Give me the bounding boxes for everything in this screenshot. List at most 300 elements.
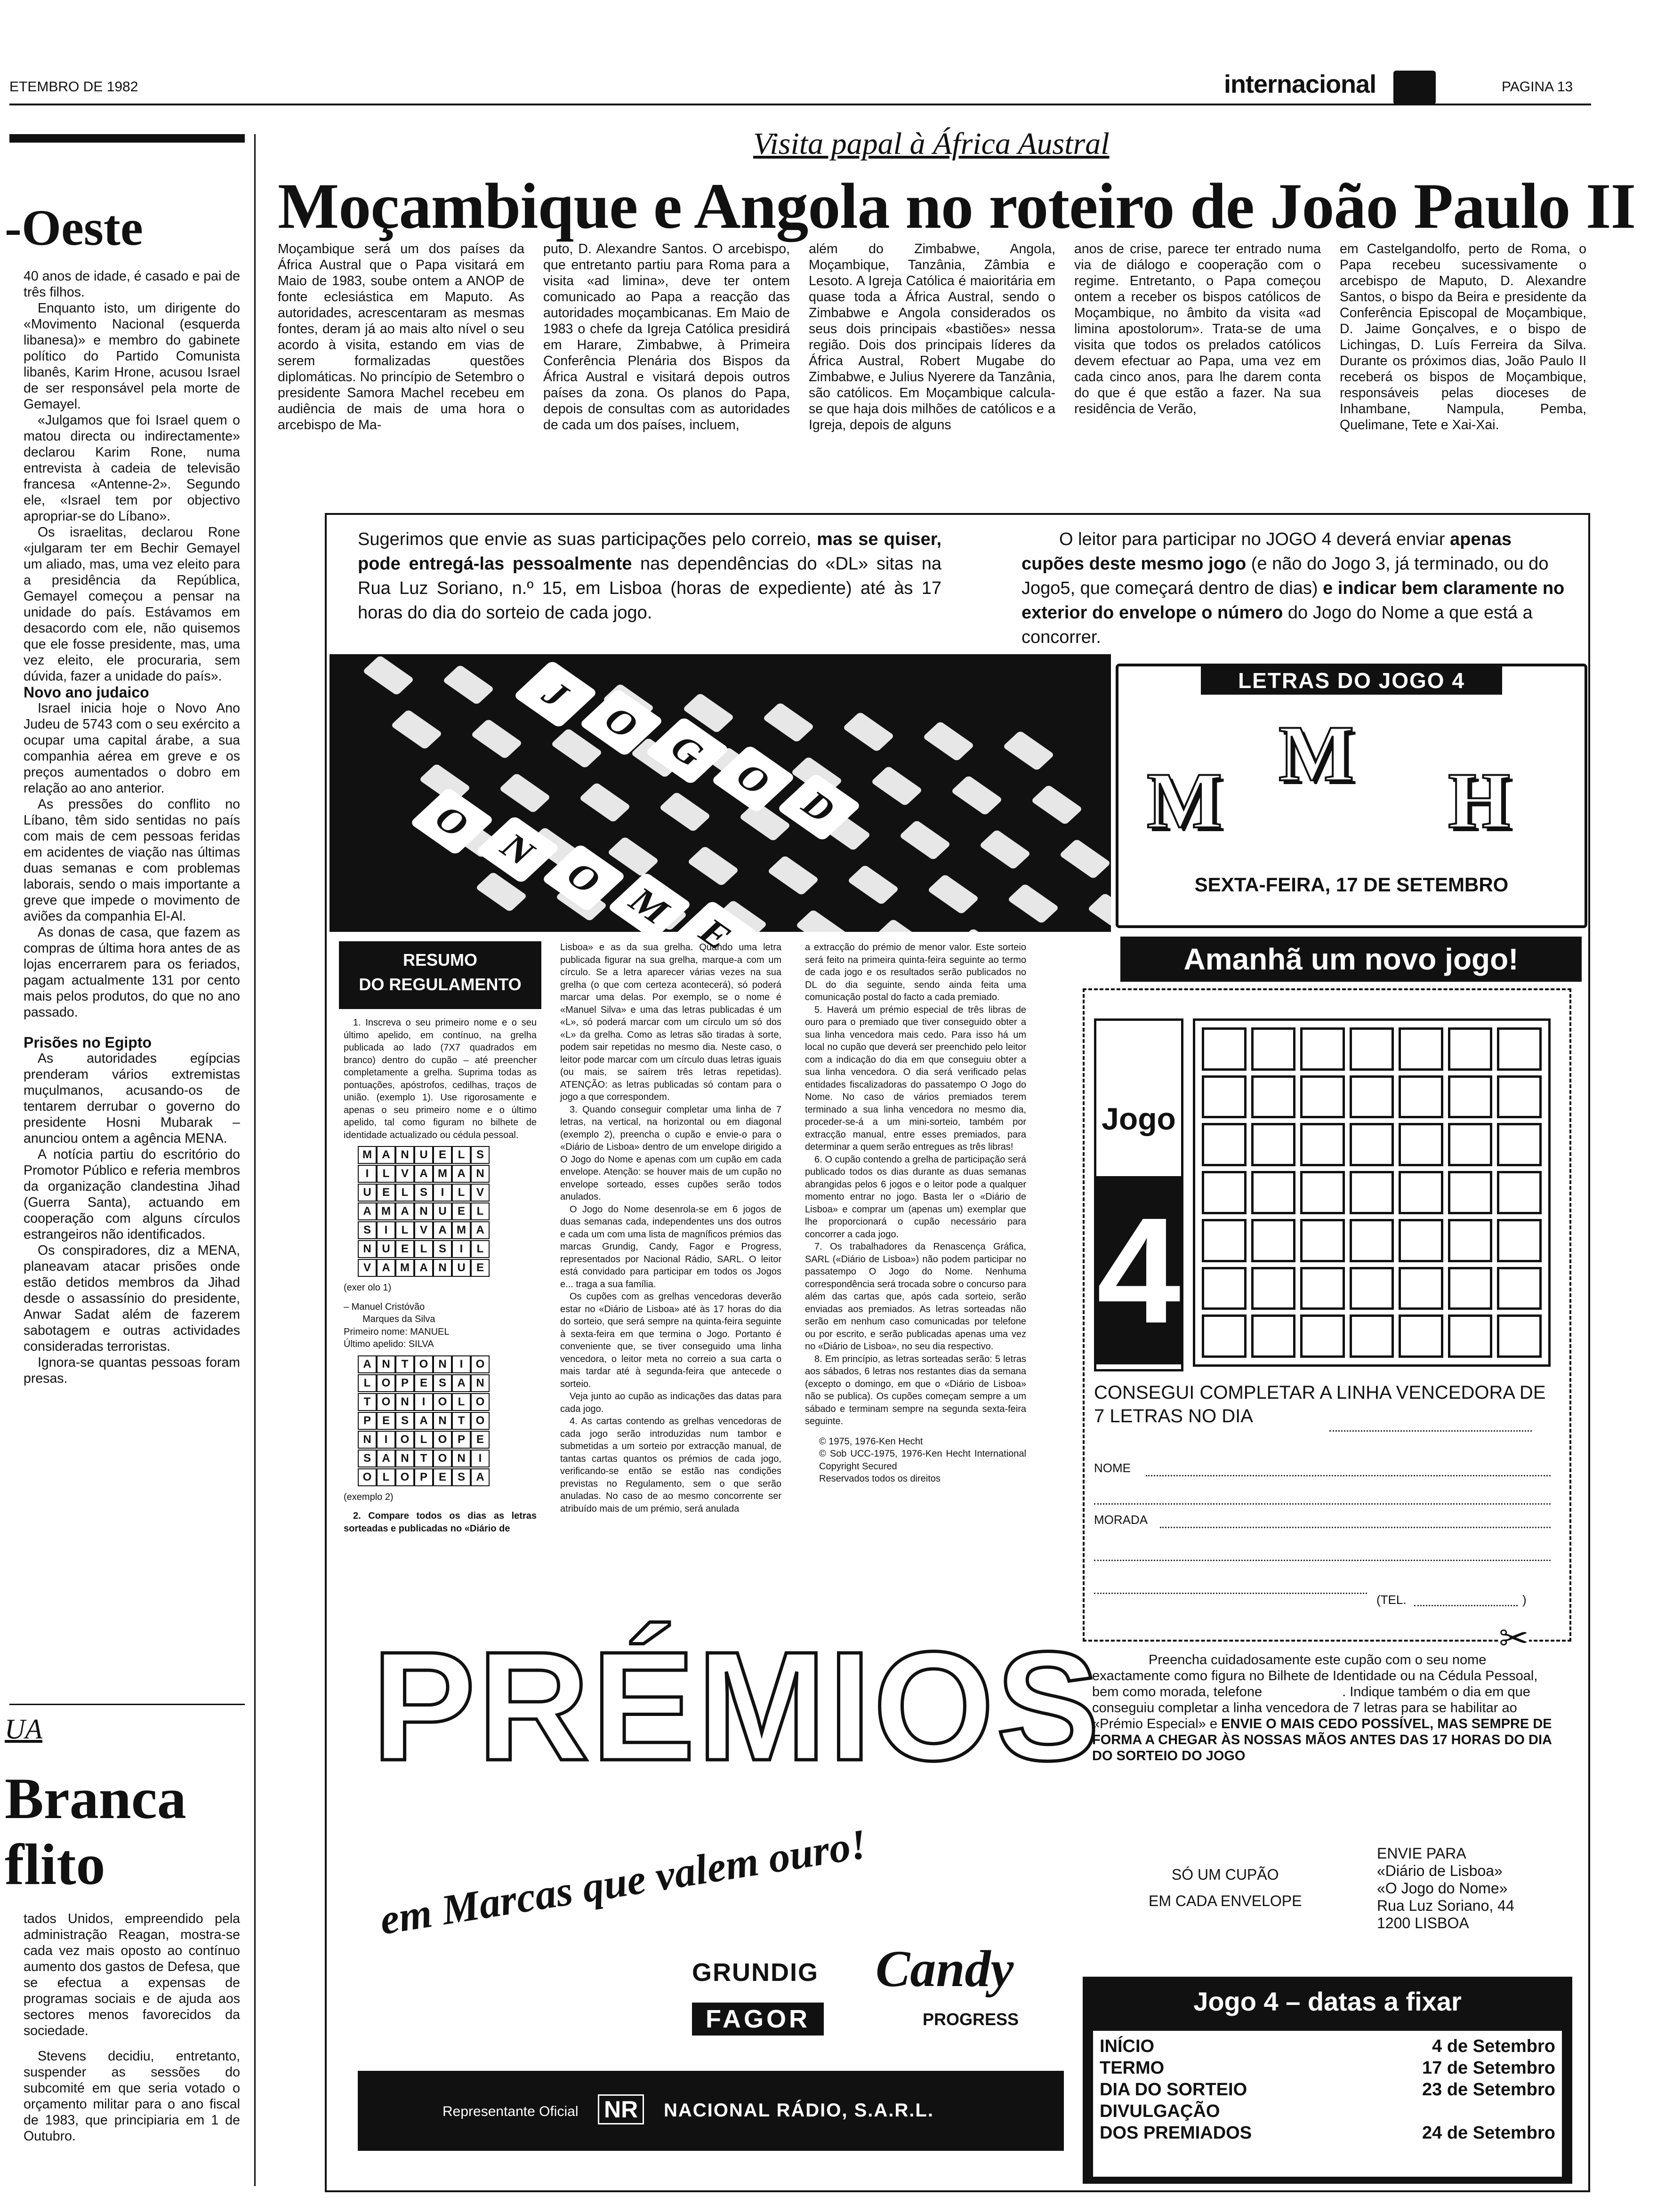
- grid-cell: A: [452, 1374, 471, 1392]
- logo-letter-tile: G: [645, 716, 730, 785]
- coupon-cell[interactable]: [1497, 1075, 1542, 1119]
- example-1-line: Marques da Silva: [362, 1314, 435, 1324]
- grid-cell: U: [377, 1240, 395, 1258]
- section-logo: [1393, 71, 1436, 104]
- morada-field[interactable]: [1160, 1513, 1551, 1528]
- grid-cell: O: [471, 1393, 490, 1411]
- datas-label: DOS PREMIADOS: [1100, 2123, 1252, 2143]
- grid-cell: T: [452, 1412, 471, 1430]
- grid-cell: S: [433, 1240, 452, 1258]
- ad-intro-left: [358, 527, 941, 625]
- article-column: anos de crise, parece ter entrado numa via de diálogo e cooperação com o regime. Entretanto, o Papa começou ontem a receber os bispos católicos de Moçambique, no âmbito da visita «ad limina apostolorum». Trata-se de uma visita que todos os prelados católicos devem efectuar ao Papa, uma vez em cada cinco anos, para lhe darem conta do que é que estão a fazer. Na sua residência de Verão,: [1074, 241, 1321, 417]
- grid-cell: T: [395, 1355, 414, 1373]
- left-paragraph: Ignora-se quantas pessoas foram presas.: [24, 1355, 240, 1386]
- jogo-number: 4: [1097, 1186, 1181, 1354]
- brand-grundig: GRUNDIG: [692, 1958, 819, 1987]
- jogo-do-nome-logo: [330, 654, 1111, 955]
- resumo-title-1: RESUMO: [402, 950, 477, 970]
- datas-value: 24 de Setembro: [1422, 2123, 1555, 2143]
- grid-cell: N: [433, 1412, 452, 1430]
- datas-row: [1100, 2079, 1555, 2100]
- grid-cell: S: [395, 1412, 414, 1430]
- grid-cell: N: [358, 1240, 377, 1258]
- article-column: Moçambique será um dos países da África Austral que o Papa visitará em Maio de 1983, soube ontem a ANOP de fonte eclesiástica em Maputo. As autoridades, acrescentaram as mesmas fontes, deram já ao mais alto nível o seu acordo à visita, estando em vias de serem formalizadas questões diplomáticas. No princípio de Setembro o presidente Samora Machel recebeu em audiência de mais de uma hora o arcebispo de Ma-: [278, 241, 524, 433]
- grid-cell: L: [395, 1221, 414, 1239]
- grid-cell: V: [471, 1184, 490, 1202]
- scissors-icon: ✂: [1499, 1619, 1529, 1659]
- header-date: ETEMBRO DE 1982: [9, 79, 138, 95]
- envie-line: ENVIE PARA: [1377, 1845, 1466, 1862]
- logo-letter-tile: O: [711, 745, 796, 813]
- grid-cell: P: [414, 1468, 433, 1486]
- letra-3: H: [1448, 756, 1511, 845]
- article-column: em Castelgandolfo, perto de Roma, o Papa recebeu sucessivamente o arcebispo de Maputo, D. Alexandre Santos, o bispo da Beira e presidente da Conferência Episcopal de Moçambique, D. Jaime Gonçalves, e o bispo de Lichingas, D. Luís Ferreira da Silva. Durante os próximos dias, João Paulo II receberá os bispos de Moçambique, responsáveis pelas dioceses de Inhambane, Nampula, Pemba, Quelimane, Tete e Xai-Xai.: [1340, 241, 1586, 433]
- coupon-cell[interactable]: [1251, 1171, 1296, 1214]
- logo-blank-tile: [390, 709, 442, 750]
- nome-field[interactable]: [1146, 1461, 1551, 1476]
- grid-cell: I: [414, 1393, 433, 1411]
- logo-blank-tile: [579, 782, 631, 823]
- reg-paragraph: 1. Inscreva o seu primeiro nome e o seu último apelido, em contínuo, na grelha publicada ao lado (7X7 quadrados em branco) dentro do cupão – até preencher completamente a grelha. Suprima todas as pontuações, apóstrofos, cedilhas, traços de união. (exemplo 1). Use rigorosamente e apenas o seu primeiro nome e o último apelido, tal como figuram no bilhete de identidade actualizado ou cédula pessoal.: [344, 1018, 537, 1140]
- envie-line: «O Jogo do Nome»: [1377, 1880, 1508, 1897]
- grid-cell: I: [433, 1184, 452, 1202]
- copyright-line: © Sob UCC-1975, 1976-Ken Hecht International Copyright Secured: [819, 1449, 1026, 1472]
- grid-cell: P: [358, 1412, 377, 1430]
- subheading-prisoes: Prisões no Egipto: [24, 1034, 152, 1051]
- coupon-cell[interactable]: [1399, 1027, 1443, 1071]
- grid-cell: I: [452, 1355, 471, 1373]
- grid-cell: S: [433, 1374, 452, 1392]
- left-paragraph: 40 anos de idade, é casado e pai de três filhos.: [24, 269, 240, 300]
- left-paragraph: tados Unidos, empreendido pela administração Reagan, mostra-se cada vez mais oposto ao contínuo aumento dos gastos de Defesa, que se efectua a expensas de programas sociais e de ajuda aos sectores menos favorecidos da sociedade.: [24, 1911, 240, 2038]
- coupon-cell[interactable]: [1448, 1123, 1493, 1166]
- coupon-cell[interactable]: [1497, 1123, 1542, 1166]
- grid-cell: L: [395, 1184, 414, 1202]
- so-um-1: SÓ UM CUPÃO: [1171, 1866, 1279, 1883]
- grid-cell: E: [414, 1374, 433, 1392]
- article-column: puto, D. Alexandre Santos. O arcebispo, que entretanto partiu para Roma para a visita «ad limina», deve ter ontem comunicado ao Papa a reacção das autoridades moçambicanas. Em Maio de 1983 o chefe da Igreja Católica presidirá em Harare, Zimbabwe, à Primeira Conferência Plenária dos Bispos da África Austral e visitará depois outros países da zona. Os planos do Papa, depois de consultas com as autoridades de cada um dos países, incluem,: [543, 241, 790, 433]
- grid-cell: A: [471, 1468, 490, 1486]
- coupon-cell[interactable]: [1350, 1219, 1394, 1262]
- grid-cell: M: [452, 1221, 471, 1239]
- coupon-cell[interactable]: [1448, 1314, 1493, 1358]
- example-2-caption: (exemplo 2): [344, 1491, 394, 1502]
- logo-blank-tile: [922, 721, 974, 761]
- coupon-cell[interactable]: [1399, 1314, 1443, 1358]
- representante-label: Representante Oficial: [442, 2104, 579, 2119]
- grid-cell: O: [358, 1468, 377, 1486]
- coupon-cell[interactable]: [1300, 1267, 1345, 1310]
- grid-cell: N: [395, 1450, 414, 1467]
- letras-box: [1116, 664, 1587, 928]
- coupon-cell[interactable]: [1202, 1027, 1247, 1071]
- resumo-header: [339, 941, 541, 1009]
- grid-cell: L: [452, 1146, 471, 1164]
- header-rule: [9, 104, 1591, 105]
- coupon-cell[interactable]: [1448, 1171, 1493, 1214]
- grid-cell: I: [452, 1240, 471, 1258]
- grid-cell: O: [471, 1355, 490, 1373]
- coupon-cell[interactable]: [1448, 1219, 1493, 1262]
- datas-box: [1083, 1977, 1572, 2184]
- grid-cell: A: [471, 1221, 490, 1239]
- grid-cell: M: [395, 1259, 414, 1277]
- logo-blank-tile: [1007, 883, 1059, 924]
- logo-blank-tile: [767, 855, 819, 896]
- grid-cell: I: [358, 1165, 377, 1183]
- intro-left-c: nas dependências do «DL» sitas na Rua Luz Soriano, n.º 15, em Lisboa (horas de expediente) até às 17 horas do dia do sorteio de cada jogo.: [358, 554, 941, 623]
- premios-headline: PRÉMIOS: [372, 1619, 1102, 1793]
- so-um-2: EM CADA ENVELOPE: [1149, 1892, 1302, 1909]
- grid-cell: I: [377, 1431, 395, 1449]
- regulamento-col-1: [344, 1017, 537, 1535]
- grid-cell: L: [452, 1393, 471, 1411]
- coupon-cell[interactable]: [1350, 1267, 1394, 1310]
- coupon-cell[interactable]: [1300, 1123, 1345, 1166]
- coupon-cell[interactable]: [1497, 1027, 1542, 1071]
- left-paragraph: Os conspiradores, diz a MENA, planeavam atacar prisões onde estão detidos membros da Jihad desde o assassínio do presidente, Anwar Sadat além de fazerem sabotagem e outras actividades consideradas terroristas.: [24, 1243, 240, 1354]
- coupon-cell[interactable]: [1497, 1314, 1542, 1358]
- coupon-cell[interactable]: [1399, 1075, 1443, 1119]
- coupon-cell[interactable]: [1202, 1219, 1247, 1262]
- datas-label: DIA DO SORTEIO: [1100, 2080, 1247, 2100]
- subheading-novo-ano: Novo ano judaico: [24, 684, 149, 701]
- grid-cell: N: [395, 1393, 414, 1411]
- grid-cell: U: [358, 1184, 377, 1202]
- preencha-1: Preencha cuidadosamente este cupão com o seu nome exactamente como figura no Bilhete de Identidade ou na Cédula Pessoal, bem como morada, telefone: [1092, 1652, 1538, 1699]
- left-paragraph: Os israelitas, declarou Rone «julgaram ter em Bechir Gemayel um aliado, mas, uma vez eleito para a presidência da República, Gemayel começou a pensar na unidade do país. Estávamos em desacordo com ele, não quisemos que ele fosse presidente, mas, uma vez eleito, ele procuraria, sem dúvida, fazer a unidade do país».: [24, 525, 240, 684]
- left-story: [24, 268, 240, 1387]
- logo-blank-tile: [362, 655, 414, 696]
- grid-cell: A: [414, 1165, 433, 1183]
- jogo-number-box: [1096, 1176, 1181, 1364]
- reg-paragraph: 6. O cupão contendo a grelha de participação será publicado todos os dias durante as duas semanas abrangidas pelos 6 jogos e o leitor pode a qualquer momento entrar no jogo. Basta ler o «Diário de Lisboa» e comprar um (apenas um) exemplar que lhe proporcionará o cupão necessário para concorrer a cada jogo.: [805, 1154, 1026, 1240]
- logo-blank-tile: [1030, 785, 1083, 825]
- intro-right-d: e indicar bem claramente no exterior do envelope o número: [1022, 578, 1565, 623]
- grid-cell: M: [358, 1146, 377, 1164]
- grid-cell: N: [433, 1259, 452, 1277]
- grid-cell: E: [433, 1146, 452, 1164]
- grid-cell: A: [433, 1221, 452, 1239]
- coupon-cell[interactable]: [1202, 1314, 1247, 1358]
- coupon-cell[interactable]: [1350, 1075, 1394, 1119]
- logo-blank-tile: [687, 846, 739, 886]
- letra-1: M: [1147, 756, 1223, 845]
- grid-cell: N: [377, 1355, 395, 1373]
- coupon-cell[interactable]: [1399, 1123, 1443, 1166]
- intro-right-b: apenas cupões deste mesmo jogo: [1022, 529, 1512, 574]
- grid-cell: U: [414, 1146, 433, 1164]
- coupon-cell[interactable]: [1350, 1027, 1394, 1071]
- example-grid-1: [358, 1146, 537, 1277]
- intro-left-b: mas se quiser, pode entregá-las pessoalmente: [358, 529, 942, 574]
- left-column-rule: [254, 134, 256, 2186]
- logo-blank-tile: [927, 874, 979, 914]
- grid-cell: L: [377, 1468, 395, 1486]
- tel-close: ): [1522, 1593, 1527, 1607]
- grid-cell: N: [395, 1146, 414, 1164]
- coupon-cell[interactable]: [1497, 1267, 1542, 1310]
- article-headline: Moçambique e Angola no roteiro de João Paulo II: [278, 170, 1636, 242]
- grid-cell: L: [358, 1374, 377, 1392]
- coupon-cell[interactable]: [1202, 1267, 1247, 1310]
- logo-letter-tile: N: [475, 815, 561, 884]
- jogo-label: Jogo: [1102, 1101, 1176, 1136]
- article-kicker: Visita papal à África Austral: [753, 127, 1110, 161]
- grid-cell: N: [471, 1374, 490, 1392]
- logo-blank-tile: [870, 766, 923, 806]
- grid-cell: E: [395, 1240, 414, 1258]
- grid-cell: U: [433, 1202, 452, 1220]
- grid-cell: M: [377, 1202, 395, 1220]
- logo-blank-tile: [950, 775, 1003, 816]
- logo-blank-tile: [1002, 730, 1054, 771]
- grid-cell: N: [358, 1431, 377, 1449]
- envie-line: 1200 LISBOA: [1377, 1915, 1469, 1931]
- left-headline-2b: flito: [5, 1832, 105, 1897]
- intro-right-c: (e não do Jogo 3, já terminado, ou do Jogo5, que começará dentro de dias): [1022, 554, 1549, 598]
- datas-row: [1100, 2036, 1555, 2057]
- grid-cell: U: [452, 1259, 471, 1277]
- logo-letter-tile: O: [541, 843, 627, 912]
- morada-field-2[interactable]: [1094, 1546, 1551, 1561]
- left-top-bar: [9, 134, 245, 143]
- coupon-cell[interactable]: [1300, 1219, 1345, 1262]
- logo-blank-tile: [847, 865, 899, 905]
- grid-cell: S: [414, 1184, 433, 1202]
- grid-cell: O: [433, 1450, 452, 1467]
- morada-field-3[interactable]: [1094, 1579, 1367, 1594]
- logo-blank-tile: [499, 773, 551, 813]
- grid-cell: L: [377, 1165, 395, 1183]
- grid-cell: A: [414, 1412, 433, 1430]
- copyright-line: Reservados todos os direitos: [819, 1474, 941, 1484]
- intro-right-a: O leitor para participar no JOGO 4 deverá enviar: [1059, 529, 1450, 549]
- datas-value: 4 de Setembro: [1432, 2036, 1555, 2056]
- grid-cell: E: [433, 1468, 452, 1486]
- reg-paragraph: a extracção do prémio de menor valor. Este sorteio será feito na primeira quinta-feira seguinte ao termo de cada jogo e os resultados serão publicados no DL do dia seguinte, sendo ainda feita uma comunicação postal do facto a cada premiado.: [805, 942, 1026, 1002]
- coupon-cell[interactable]: [1497, 1219, 1542, 1262]
- amanha-banner: Amanhã um novo jogo!: [1120, 937, 1582, 982]
- grid-cell: A: [452, 1165, 471, 1183]
- logo-blank-tile: [979, 829, 1031, 870]
- left-paragraph: Stevens decidiu, entretanto, suspender as sessões do subcomité em que seria votado o orçamento militar para o ano fiscal de 1983, que principiaria em 1 de Outubro.: [24, 2049, 240, 2144]
- letra-2: M: [1279, 709, 1354, 798]
- example-1-line: Primeiro nome: MANUEL: [344, 1326, 450, 1337]
- regulamento-col-3: [805, 941, 1026, 1485]
- datas-label: INÍCIO: [1100, 2036, 1155, 2056]
- coupon-cell[interactable]: [1251, 1314, 1296, 1358]
- grid-cell: N: [414, 1202, 433, 1220]
- grid-cell: V: [395, 1165, 414, 1183]
- coupon-cell[interactable]: [1399, 1267, 1443, 1310]
- preencha-text: [1092, 1652, 1558, 1764]
- coupon-cell[interactable]: [1448, 1267, 1493, 1310]
- grid-cell: A: [377, 1146, 395, 1164]
- logo-letter-tile: J: [513, 660, 598, 729]
- copyright-line: © 1975, 1976-Ken Hecht: [819, 1436, 923, 1447]
- coupon-cell[interactable]: [1350, 1314, 1394, 1358]
- coupon-cell[interactable]: [1202, 1123, 1247, 1166]
- reg-paragraph: 3. Quando conseguir completar uma linha de 7 letras, na vertical, na horizontal ou em diagonal (exemplo 2), preencha o cupão e envie-o para o «Diário de Lisboa» dentro de um envelope dirigido a O Jogo do Nome e apenas com um cupão em cada envelope. Atenção: se houver mais de um cupão no envelope sorteado, esses cupões serão todos anulados.: [560, 1104, 781, 1202]
- datas-row: [1100, 2057, 1555, 2079]
- grid-cell: S: [358, 1450, 377, 1467]
- grid-cell: O: [377, 1374, 395, 1392]
- nacional-radio: NACIONAL RÁDIO, S.A.R.L.: [664, 2100, 934, 2121]
- preencha-2: . Indique também o dia em que conseguiu completar a linha vencedora de 7 letras para se habilitar ao «Prémio Especial» e: [1092, 1684, 1530, 1731]
- marcas-tagline: em Marcas que valem ouro!: [377, 1820, 870, 1944]
- grid-cell: I: [377, 1221, 395, 1239]
- logo-blank-tile: [470, 719, 523, 759]
- envie-address: [1377, 1845, 1514, 1932]
- coupon[interactable]: [1083, 988, 1571, 1659]
- left-kicker-2: UA: [5, 1714, 42, 1745]
- left-paragraph: Enquanto isto, um dirigente do «Movimento Nacional (esquerda libanesa)» e membro do gabinete político do Partido Comunista libanês, Karim Hrone, acusou Israel de ser responsável pela morte de Gemayel.: [24, 301, 240, 412]
- grid-cell: O: [471, 1412, 490, 1430]
- left-story-2: [24, 1911, 240, 2144]
- coupon-cell[interactable]: [1251, 1027, 1296, 1071]
- coupon-cell[interactable]: [1251, 1123, 1296, 1166]
- logo-blank-tile: [762, 702, 814, 743]
- coupon-cell[interactable]: [1251, 1219, 1296, 1262]
- section-name: internacional: [1224, 70, 1376, 98]
- grid-cell: L: [414, 1431, 433, 1449]
- brand-candy: Candy: [876, 1940, 1014, 1997]
- preencha-3: ENVIE O MAIS CEDO POSSÍVEL, MAS SEMPRE DE FORMA A CHEGAR ÀS NOSSAS MÃOS ANTES DAS 17 HORAS DO DIA DO SORTEIO DO JOGO: [1092, 1716, 1552, 1763]
- grid-cell: N: [452, 1450, 471, 1467]
- coupon-cell[interactable]: [1300, 1027, 1345, 1071]
- grid-cell: S: [358, 1221, 377, 1239]
- logo-letter-tile: D: [777, 773, 862, 842]
- grid-cell: N: [433, 1355, 452, 1373]
- coupon-cell[interactable]: [1202, 1075, 1247, 1119]
- intro-right-e: do Jogo do Nome a que está a concorrer.: [1022, 603, 1533, 647]
- grid-cell: E: [377, 1184, 395, 1202]
- grid-cell: A: [377, 1450, 395, 1467]
- grid-cell: E: [452, 1202, 471, 1220]
- example-1-caption: (exer olo 1): [344, 1282, 392, 1293]
- letras-date: SEXTA-FEIRA, 17 DE SETEMBRO: [1194, 874, 1509, 896]
- grid-cell: A: [358, 1355, 377, 1373]
- datas-value: 23 de Setembro: [1422, 2080, 1555, 2100]
- datas-value: 17 de Setembro: [1422, 2058, 1555, 2078]
- resumo-title-2: DO REGULAMENTO: [359, 975, 522, 994]
- reg-paragraph: 8. Em princípio, as letras sorteadas serão: 5 letras aos sábados, 6 letras nos restantes dias da semana (excepto o domingo, em que o «Diário de Lisboa» não se publica). Os cupões começam sempre a um sábado e terminam sempre na segunda sexta-feira seguinte.: [805, 1354, 1026, 1427]
- coupon-cell[interactable]: [1497, 1171, 1542, 1214]
- grid-cell: O: [377, 1393, 395, 1411]
- representante-bar: [358, 2071, 1064, 2151]
- grid-cell: L: [414, 1240, 433, 1258]
- coupon-cell[interactable]: [1300, 1171, 1345, 1214]
- ad-intro-right: [1022, 527, 1568, 649]
- logo-blank-tile: [842, 712, 894, 752]
- coupon-cell[interactable]: [1251, 1267, 1296, 1310]
- grid-cell: E: [377, 1412, 395, 1430]
- grid-cell: T: [414, 1450, 433, 1467]
- letras-title: LETRAS DO JOGO 4: [1201, 666, 1502, 695]
- datas-title: Jogo 4 – datas a fixar: [1193, 1987, 1462, 2016]
- envie-line: Rua Luz Soriano, 44: [1377, 1897, 1514, 1914]
- datas-row: [1100, 2100, 1555, 2122]
- coupon-cell[interactable]: [1350, 1123, 1394, 1166]
- grid-cell: N: [471, 1165, 490, 1183]
- logo-letter-tile: O: [410, 787, 495, 856]
- logo-letter-tile: E: [673, 900, 758, 969]
- left-divider: [9, 1704, 245, 1705]
- grid-cell: T: [358, 1393, 377, 1411]
- grid-cell: O: [395, 1468, 414, 1486]
- grid-cell: L: [471, 1202, 490, 1220]
- tel-label: (TEL.: [1376, 1593, 1407, 1607]
- coupon-cell[interactable]: [1350, 1171, 1394, 1214]
- grid-cell: P: [452, 1431, 471, 1449]
- grid-cell: P: [395, 1374, 414, 1392]
- logo-blank-tile: [442, 665, 494, 705]
- jogo-panel: [1094, 1018, 1183, 1371]
- datas-row: [1100, 2122, 1555, 2144]
- grid-cell: O: [395, 1431, 414, 1449]
- coupon-grid[interactable]: [1193, 1018, 1551, 1367]
- consegui-date-line[interactable]: [1329, 1416, 1532, 1432]
- logo-blank-tile: [1059, 839, 1111, 879]
- left-headline-2a: Branca: [5, 1766, 186, 1831]
- left-headline: -Oeste: [5, 200, 143, 256]
- nome-field-2[interactable]: [1094, 1489, 1551, 1505]
- coupon-cell[interactable]: [1300, 1314, 1345, 1358]
- left-paragraph: «Julgamos que foi Israel quem o matou directa ou indirectamente» declarou Karim Rone, numa entrevista à cadeia de televisão francesa «Antenne-2». Segundo ele, «Israel tem por objectivo apropriar-se do Líbano».: [24, 413, 240, 524]
- grid-cell: O: [414, 1355, 433, 1373]
- reg-paragraph: 7. Os trabalhadores da Renascença Gráfica, SARL («Diário de Lisboa») não podem participar no passatempo O Jogo do Nome. Nenhuma correspondência será trocada sobre o concurso para além das cartas que, após cada sorteio, serão enviadas aos premiados. As letras sorteadas não serão em nenhum caso comunicadas por telefone ou por escrito, e serão publicadas apenas uma vez no «Diário de Lisboa», no seu dia respectivo.: [805, 1242, 1026, 1352]
- grid-cell: V: [414, 1221, 433, 1239]
- tel-field[interactable]: [1414, 1593, 1518, 1606]
- so-um-cupao: [1149, 1861, 1302, 1914]
- coupon-cell[interactable]: [1202, 1171, 1247, 1214]
- coupon-cell[interactable]: [1251, 1075, 1296, 1119]
- brand-fagor: FAGOR: [692, 2003, 824, 2036]
- grid-cell: A: [395, 1202, 414, 1220]
- grid-cell: M: [433, 1165, 452, 1183]
- grid-cell: L: [452, 1184, 471, 1202]
- article-column: além do Zimbabwe, Angola, Moçambique, Tanzânia, Zâmbia e Lesoto. A Igreja Católica é maioritária em quase toda a África Austral, sendo o Zimbabwe e Angola considerados os seus dois principais «bastiões» nessa região. Dois dos principais líderes da África Austral, Robert Mugabe do Zimbabwe, e Julius Nyerere da Tanzânia, são católicos. Em Moçambique calcula-se que haja dois milhões de católicos e a Igreja, depois de alguns: [809, 241, 1055, 433]
- morada-label: MORADA: [1094, 1513, 1148, 1527]
- example-1-line: Último apelido: SILVA: [344, 1339, 434, 1349]
- nr-logo: NR: [598, 2094, 644, 2124]
- logo-letter-tile: M: [607, 872, 692, 940]
- reg-paragraph: Os cupões com as grelhas vencedoras deverão estar no «Diário de Lisboa» até às 17 horas do dia do sorteio, que será sempre na quinta-feira seguinte à sexta-feira em que termina o Jogo. Portanto é conveniente que, se tiver conseguido uma linha vencedora, o leitor meta no correio a sua carta o mais tardar até à segunda-feira que antecede o sorteio.: [560, 1291, 781, 1389]
- coupon-cell[interactable]: [1448, 1027, 1493, 1071]
- regulamento-col-2: [560, 941, 781, 1515]
- grid-cell: A: [358, 1202, 377, 1220]
- left-paragraph: Israel inicia hoje o Novo Ano Judeu de 5743 com o seu exército a ocupar uma capital árabe, a sua companhia aérea em greve e os preços aumentados o dobro em relação ao ano anterior.: [24, 701, 240, 796]
- example-grid-2: [358, 1355, 537, 1486]
- coupon-cell[interactable]: [1300, 1075, 1345, 1119]
- left-paragraph: As donas de casa, que fazem as compras de última hora antes de as lojas encerrarem para os feriados, pagam actualmente 131 por cento mais pelos produtos, do que no ano passado.: [24, 925, 240, 1020]
- brand-progress: PROGRESS: [923, 2010, 1019, 2029]
- logo-blank-tile: [899, 820, 951, 860]
- nome-label: NOME: [1094, 1461, 1131, 1475]
- grid-cell: L: [471, 1240, 490, 1258]
- reg-paragraph: 2. Compare todos os dias as letras sorteadas e publicadas no «Diário de: [344, 1511, 537, 1534]
- coupon-cell[interactable]: [1399, 1171, 1443, 1214]
- grid-cell: O: [433, 1393, 452, 1411]
- reg-paragraph: 5. Haverá um prémio especial de três libras de ouro para o premiado que tiver conseguido obter a sua linha vencedora mais cedo. Para isso há um local no cupão que deverá ser preenchido pelo leitor com a indicação do dia em que conseguiu obter a sua linha vencedora. O dia será verificado pelas entidades fiscalizadoras do passatempo O Jogo do Nome. No caso de vários premiados terem terminado a sua linha vencedora no mesmo dia, proceder-se-á a um mini-sorteio, também por extracção manual, entre esses premiados, para determinar a quem serão entregues as três libras!: [805, 1004, 1026, 1152]
- grid-cell: I: [471, 1450, 490, 1467]
- coupon-cell[interactable]: [1399, 1219, 1443, 1262]
- example-1-line: – Manuel Cristóvão: [344, 1301, 425, 1312]
- consegui-text: CONSEGUI COMPLETAR A LINHA VENCEDORA DE 7 LETRAS NO DIA: [1094, 1382, 1546, 1427]
- coupon-cell[interactable]: [1448, 1075, 1493, 1119]
- left-paragraph: A notícia partiu do escritório do Promotor Público e referia membros da organização clandestina Jihad (Guerra Santa), actuando em cooperação com alguns círculos estrangeiros não identificados.: [24, 1147, 240, 1242]
